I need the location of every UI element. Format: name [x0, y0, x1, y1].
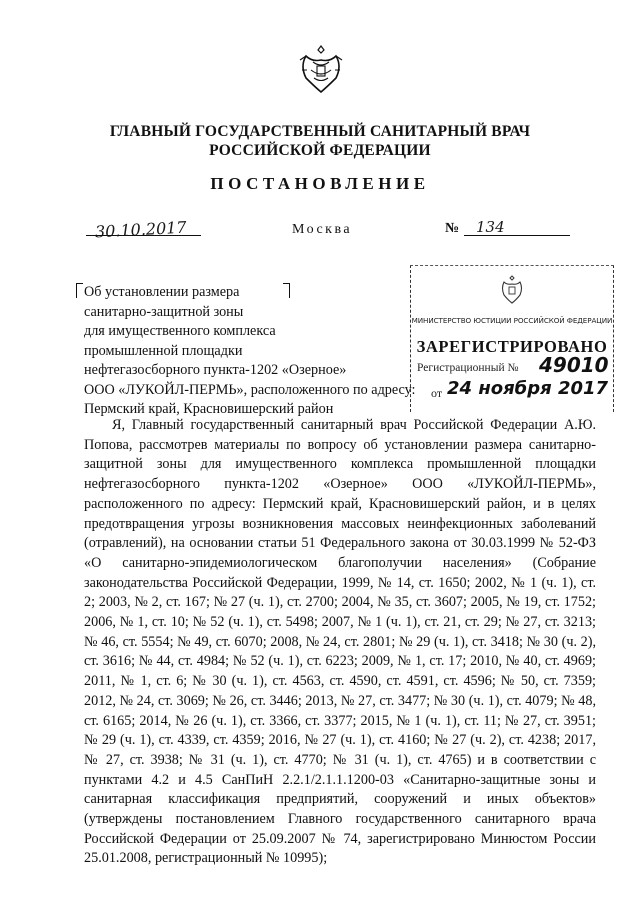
stamp-registered: ЗАРЕГИСТРИРОВАНО — [416, 337, 608, 356]
authority-line-2: РОССИЙСКОЙ ФЕДЕРАЦИИ — [209, 142, 431, 159]
body-paragraph: Я, Главный государственный санитарный врач Российской Федерации А.Ю. Попова, рассмотрев материалы по вопросу об установлении размера санитарно-защитной зоны для имущественного комплекса промышленной площадки нефтегазосборного пункта-1202 «Озерное» ООО «ЛУКОЙЛ-ПЕРМЬ», расположенного по адресу: Пермский край, Красновишерский район, и в целях предотвращения угрозы возникновения массовых неинфекционных заболеваний (отравлений), на основании статьи 51 Федерального закона от 30.03.1999 № 52-ФЗ «О санитарно-эпидемиологическом благополучии населения» (Собрание законодательства Российской Федерации, 1999, № 14, ст. 1650; 2002, № 1 (ч. 1), ст. 2; 2003, № 2, ст. 167; № 27 (ч. 1), ст. 2700; 2004, № 35, ст. 3607; 2005, № 19, ст. 1752; 2006, № 1, ст. 10; № 52 (ч. 1), ст. 5498; 2007, № 1 (ч. 1), ст. 21, ст. 29; № 27, ст. 3213; № 46, ст. 5554; № 49, ст. 6070; 2008, № 24, ст. 2801; № 29 (ч. 1), ст. 3418; № 30 (ч. 2), ст. 3616; № 44, ст. 4984; № 52 (ч. 1), ст. 6223; 2009, № 1, ст. 17; 2010, № 40, ст. 4969; 2011, № 1, ст. 6; № 30 (ч. 1), ст. 4563, ст. 4590, ст. 4591, ст. 4596; № 50, ст. 7359; 2012, № 24, ст. 3069; № 26, ст. 3446; 2013, № 27, ст. 3477; № 30 (ч. 1), ст. 4079; № 48, ст. 6165; 2014, № 26 (ч. 1), ст. 3366, ст. 3377; 2015, № 1 (ч. 1), ст. 11; № 27, ст. 3951; № 29 (ч. 1), ст. 4339, ст. 4359; 2016, № 27 (ч. 1), ст. 4160; № 27 (ч. 2), ст. 4238; 2017, № 27, ст. 3938; № 31 (ч. 1), ст. 4770; № 31 (ч. 1), ст. 4765) и в соответствии с пунктами 4.2 и 4.5 СанПиН 2.2.1/2.1.1.1200-03 «Санитарно-защитные зоны и санитарная классификация предприятий, сооружений и иных объектов» (утверждены постановлением Главного государственного санитарного врача Российской Федерации от 25.09.2007 № 74, зарегистрировано Минюстом России 25.01.2008, регистрационный № 10995); — [84, 417, 596, 867]
coat-of-arms-icon — [296, 42, 346, 96]
document-type: ПОСТАНОВЛЕНИЕ — [210, 174, 430, 193]
stamp-ministry: МИНИСТЕРСТВО ЮСТИЦИИ РОССИЙСКОЙ ФЕДЕРАЦИИ — [411, 316, 613, 325]
document-subject — [84, 283, 424, 420]
registration-stamp — [410, 265, 614, 412]
issuing-authority — [0, 122, 640, 160]
subject-line: ООО «ЛУКОЙЛ-ПЕРМЬ», расположенного по адресу: — [84, 381, 416, 398]
stamp-reg-number: 49010 — [539, 353, 609, 377]
date-underline — [86, 235, 201, 236]
document-date: 30.10.2017 — [94, 217, 188, 242]
subject-line: нефтегазосборного пункта-1202 «Озерное» — [84, 362, 347, 378]
authority-line-1: ГЛАВНЫЙ ГОСУДАРСТВЕННЫЙ САНИТАРНЫЙ ВРАЧ — [109, 123, 531, 140]
document-number: 134 — [476, 218, 505, 236]
stamp-emblem-icon — [499, 274, 525, 306]
number-label: № — [445, 221, 460, 236]
subject-line: Об установлении размера — [84, 284, 240, 300]
subject-line: промышленной площадки — [84, 342, 243, 359]
number-underline — [464, 235, 570, 236]
subject-bracket-left — [76, 283, 83, 298]
document-body — [84, 416, 596, 869]
subject-line: Пермский край, Красновишерский район — [84, 401, 334, 417]
stamp-reg-label: Регистрационный № — [417, 362, 519, 374]
stamp-date-value: 24 ноября 2017 — [447, 378, 609, 399]
subject-line: санитарно-защитной зоны — [84, 303, 244, 320]
document-city: Москва — [292, 222, 353, 237]
stamp-date-label: от — [431, 386, 443, 400]
subject-line: для имущественного комплекса — [84, 323, 276, 339]
